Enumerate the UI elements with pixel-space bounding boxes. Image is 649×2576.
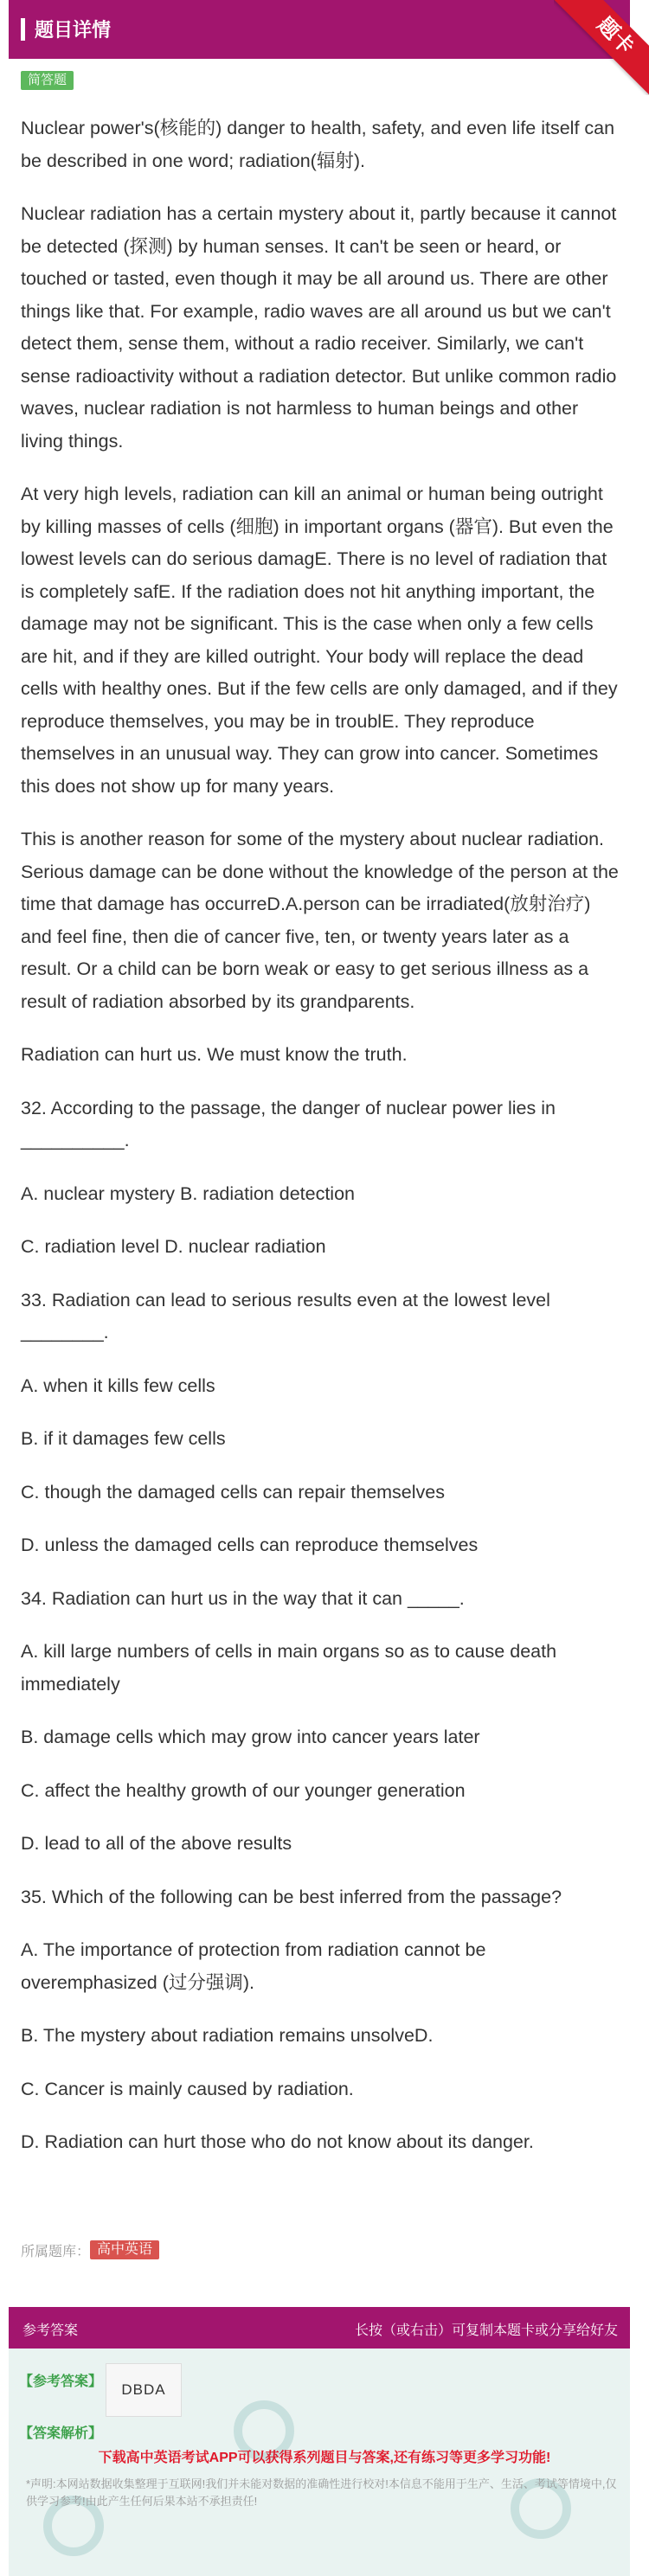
analysis-label: 【答案解析】	[19, 2426, 103, 2441]
question-card-ribbon[interactable]	[554, 0, 649, 95]
option-item: B. if it damages few cells	[21, 1428, 226, 1449]
page-title: 题目详情	[35, 19, 112, 41]
question-item: 33. Radiation can lead to serious results even at the lowest level ________.	[21, 1289, 550, 1342]
option-item: A. when it kills few cells	[21, 1375, 215, 1396]
question-content	[21, 112, 622, 2180]
share-hint: 长按（或右击）可复制本题卡或分享给好友	[354, 2323, 618, 2338]
answer-image: DBDA	[106, 2363, 182, 2417]
passage-paragraph: Radiation can hurt us. We must know the truth.	[21, 1044, 408, 1065]
answer-header	[9, 2307, 630, 2349]
option-item: A. kill large numbers of cells in main organs so as to cause death immediately	[21, 1641, 557, 1695]
option-item: A. The importance of protection from radiation cannot be overemphasized (过分强调).	[21, 1939, 486, 1993]
question-item: 32. According to the passage, the danger of nuclear power lies in __________.	[21, 1097, 556, 1150]
option-item: D. lead to all of the above results	[21, 1833, 292, 1854]
question-item: 35. Which of the following can be best inferred from the passage?	[21, 1886, 562, 1907]
source-label: 所属题库：	[21, 2245, 91, 2259]
app-download-promo[interactable]: 下载高中英语考试APP可以获得系列题目与答案,还有练习等更多学习功能!	[98, 2451, 551, 2465]
passage-paragraph: Nuclear radiation has a certain mystery about it, partly because it cannot be detected (探测) by human senses. It can't be seen or heard, or touched or tasted, even though it may be all around us. There are other things like that. For example, radio waves are all around us but we can't detect them, sense them, without a radio receiver. Similarly, we can't sense radioactivity without a radiation detector. But unlike common radio waves, nuclear radiation is not harmless to human beings and other living things.	[21, 203, 617, 452]
passage-paragraph: Nuclear power's(核能的) danger to health, safety, and even life itself can be described in one word; radiation(辐射).	[21, 118, 615, 171]
option-item: D. Radiation can hurt those who do not know about its danger.	[21, 2131, 534, 2152]
question-type-badge: 简答题	[21, 71, 74, 90]
option-item: C. affect the healthy growth of our younger generation	[21, 1779, 466, 1801]
header-accent-bar	[21, 18, 25, 41]
answer-section-title: 参考答案	[22, 2323, 79, 2338]
option-item: C. radiation level D. nuclear radiation	[21, 1236, 326, 1257]
answer-label: 【参考答案】	[19, 2374, 103, 2389]
page-header	[9, 0, 630, 59]
option-item: B. damage cells which may grow into cancer years later	[21, 1727, 480, 1747]
option-item: A. nuclear mystery B. radiation detection	[21, 1182, 355, 1204]
question-item: 34. Radiation can hurt us in the way that it can _____.	[21, 1587, 465, 1609]
option-item: C. though the damaged cells can repair themselves	[21, 1481, 445, 1503]
option-item: D. unless the damaged cells can reproduce themselves	[21, 1535, 479, 1555]
option-item: C. Cancer is mainly caused by radiation.	[21, 2078, 354, 2099]
passage-paragraph: At very high levels, radiation can kill an animal or human being outright by killing masses of cells (细胞) in important organs (器官). But even the lowest levels can do serious damagE. There is no level of radiation that is completely safE. If the radiation does not hit anything important, the damage may not be significant. This is the case when only a few cells are hit, and if they are killed outright. Your body will replace the dead cells with healthy ones. But if the few cells are only damaged, and if they reproduce themselves, you may be in troublE. They reproduce themselves in an unusual way. They can grow into cancer. Sometimes this does not show up for many years.	[21, 484, 618, 797]
disclaimer-text: *声明:本网站数据收集整理于互联网!我们并未能对数据的准确性进行校对!本信息不能用于生产、生活、考试等情境中,仅供学习参考!由此产生任何后果本站不承担责任!	[26, 2477, 617, 2508]
ribbon-label[interactable]: 题卡	[554, 0, 649, 95]
passage-paragraph: This is another reason for some of the mystery about nuclear radiation. Serious damage can be done without the knowledge of the person at the time that damage has occurreD.A.person can be irradiated(放射治疗) and feel fine, then die of cancer five, ten, or twenty years later as a result. Or a child can be born weak or easy to get serious illness as a result of radiation absorbed by its grandparents.	[21, 829, 619, 1012]
option-item: B. The mystery about radiation remains unsolveD.	[21, 2025, 434, 2046]
subject-tag[interactable]: 高中英语	[90, 2240, 159, 2259]
